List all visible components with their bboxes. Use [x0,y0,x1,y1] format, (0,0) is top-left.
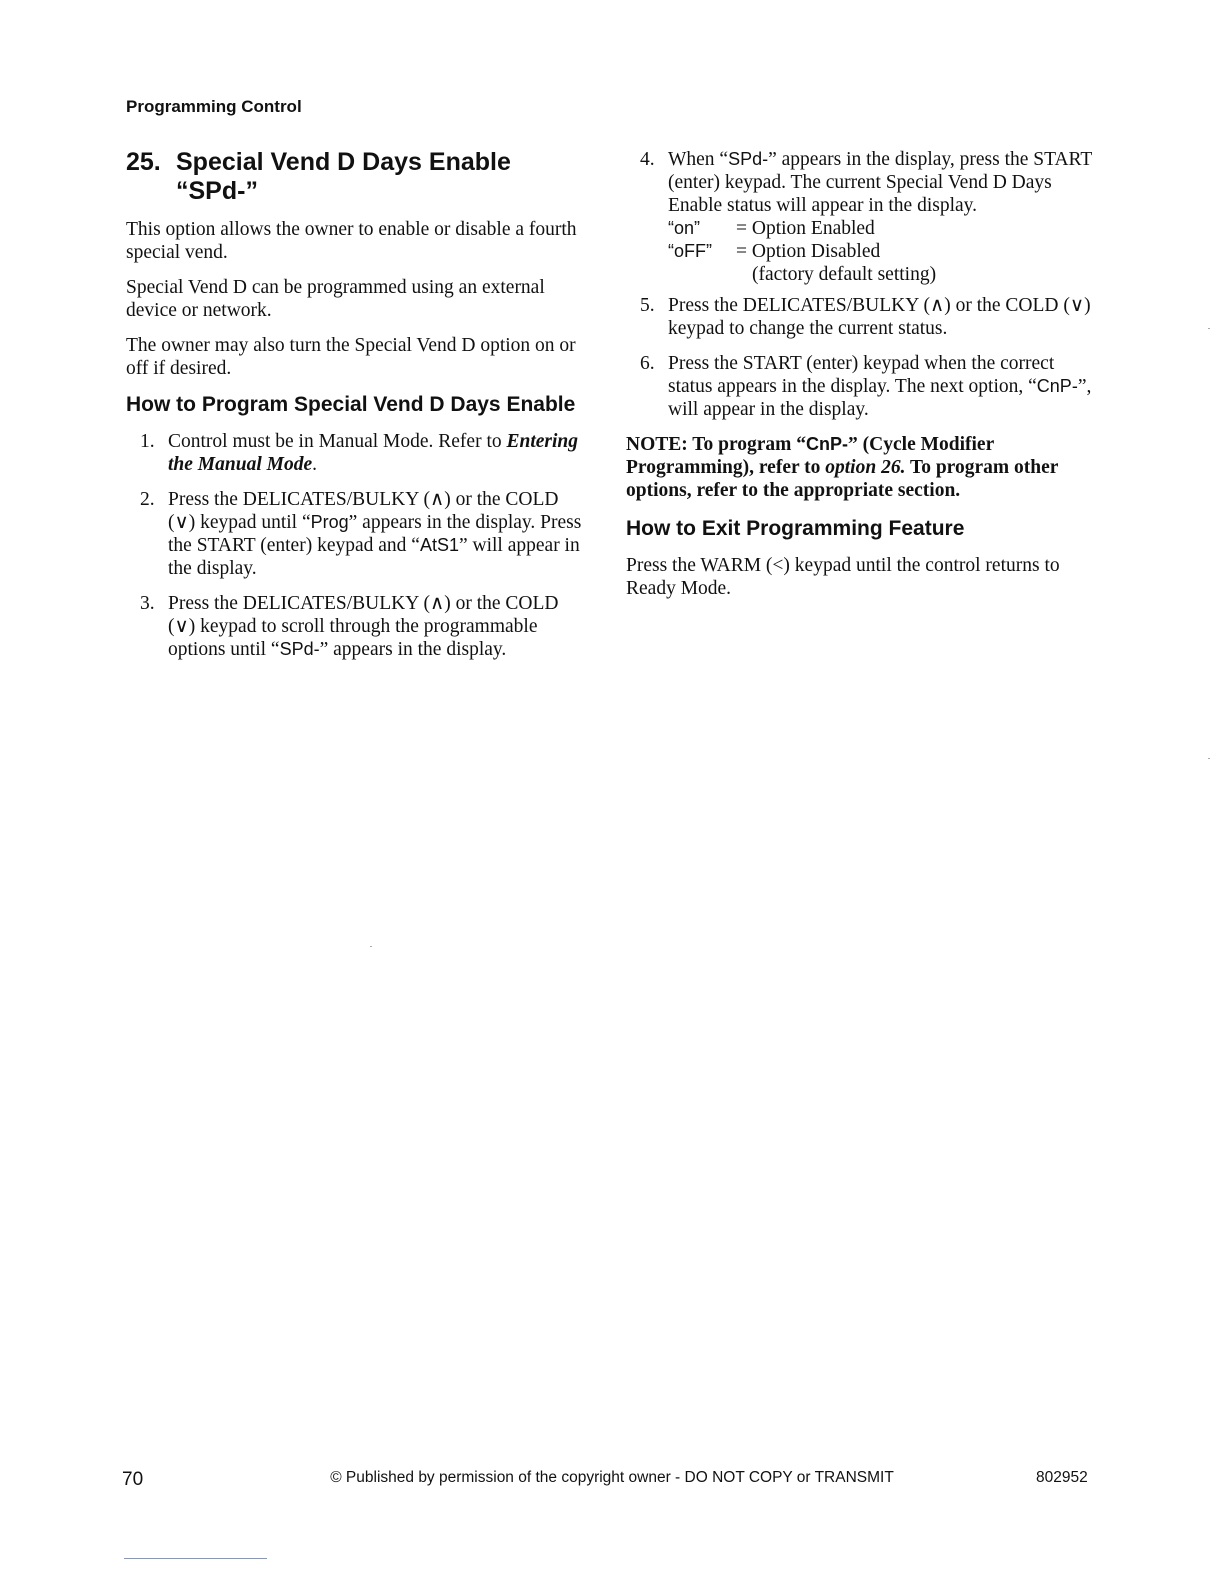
note-paragraph [626,433,1096,502]
option-row-off [668,240,1096,263]
note-text: To program other options, refer to the appropriate section. [626,457,1059,501]
default-setting-note: (factory default setting) [752,264,937,285]
step-4 [626,148,1096,286]
section-number: 25. [126,148,161,176]
intro-paragraph-1: This option allows the owner to enable or disable a fourth special vend. [126,219,577,263]
running-head: Programming Control [126,97,302,116]
intro-paragraph-2: Special Vend D can be programmed using an external device or network. [126,277,545,321]
section-code: “SPd-” [176,177,258,205]
step-text: ” appears in the display, press the START (enter) keypad. The current Special Vend D Days Enable status will appear in the display. [668,149,1092,216]
page-number: 70 [122,1469,144,1490]
option-desc: = Option Disabled [736,241,881,262]
step-text: Press the DELICATES/BULKY (∧) or the COLD (∨) keypad to change the current status. [668,295,1091,339]
step-text: ” will appear in the display. [168,535,580,579]
cross-reference: Entering the Manual Mode [168,431,579,475]
step-1 [126,430,586,476]
option-code: “on” [668,218,701,238]
step-text: Control must be in Manual Mode. Refer to [168,431,507,452]
step-number: 4. [640,149,655,170]
step-number: 3. [140,593,155,614]
right-column [626,148,1096,612]
note-text: ” (Cycle Modifier Programming), refer to [626,434,994,478]
note-text: NOTE: To program “ [626,434,807,455]
exit-paragraph: Press the WARM (<) keypad until the control returns to Ready Mode. [626,555,1060,599]
step-number: 5. [640,295,655,316]
step-text: ” appears in the display. [319,639,507,660]
step-text: Press the DELICATES/BULKY (∧) or the COLD (∨) keypad until “ [168,489,559,533]
display-code: SPd- [279,639,320,659]
step-text-end: . [312,454,317,475]
step-text: ” appears in the display. Press the START (enter) keypad and “ [168,512,582,556]
left-column [126,148,586,673]
step-number: 6. [640,353,655,374]
section-title-text: Special Vend D Days Enable [176,148,511,176]
option-desc: = Option Enabled [736,218,875,239]
display-code: CnP- [806,434,849,454]
step-number: 1. [140,431,155,452]
step-text: Press the DELICATES/BULKY (∧) or the COLD (∨) keypad to scroll through the programmable options until “ [168,593,559,660]
cross-reference: option 26. [825,457,906,478]
display-code: AtS1 [419,535,459,555]
bottom-rule [124,1558,267,1559]
option-row-on [668,217,1096,240]
intro-paragraph-3: The owner may also turn the Special Vend D option on or off if desired. [126,335,576,379]
step-text: Press the START (enter) keypad when the correct status appears in the display. The next option, “ [668,353,1055,397]
copyright-notice: © Published by permission of the copyright owner - DO NOT COPY or TRANSMIT [330,1469,894,1486]
step-6 [626,352,1096,421]
step-number: 2. [140,489,155,510]
scan-speck [370,946,372,947]
display-code: CnP- [1036,376,1078,396]
step-2 [126,488,586,580]
display-code: Prog [310,512,349,532]
how-to-heading: How to Program Special Vend D Days Enable [126,393,576,416]
step-text: ”, will appear in the display. [668,376,1092,420]
section-title [126,148,586,206]
display-code: SPd- [728,149,769,169]
step-text: When “ [668,149,729,170]
option-code: “oFF” [668,241,712,261]
step-3 [126,592,586,661]
scan-speck [1208,328,1210,329]
scan-speck [1208,758,1210,759]
exit-heading: How to Exit Programming Feature [626,517,965,540]
document-number: 802952 [1036,1469,1088,1486]
step-5 [626,294,1096,340]
